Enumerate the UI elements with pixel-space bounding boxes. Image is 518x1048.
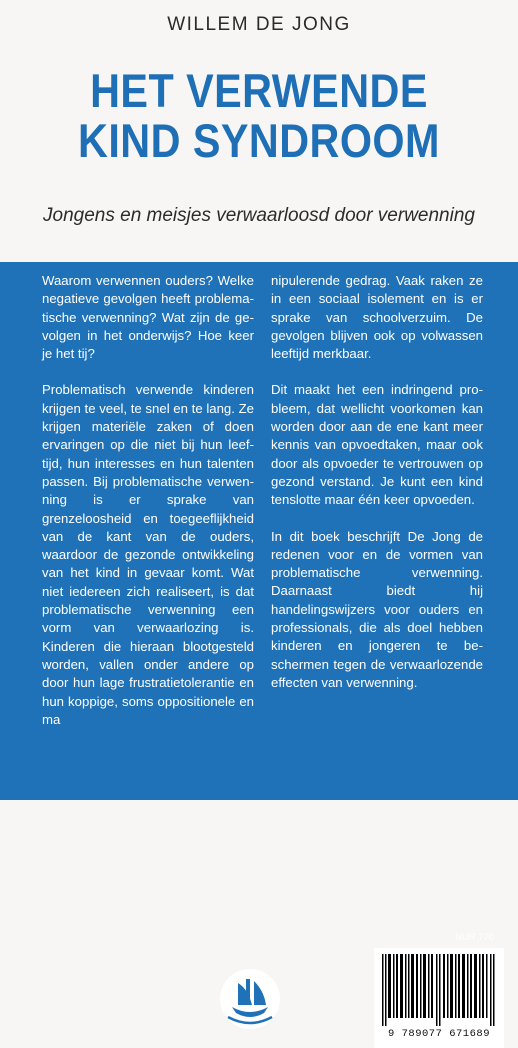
back-cover-panel [0, 262, 518, 1040]
blurb-column-right [271, 272, 483, 710]
blurb-paragraph: Problematisch verwende kinderen krijgen te veel, te snel en te lang. Ze krijgen materiële zaken of doen ervaringen op die niet bij hun leeftijd, hun interesses en hun talenten passen. Bij problematische verwenning is er sprake van grenzeloosheid en toegeeflijkheid van de kant van de ouders, waardoor de gezonde ontwikkeling van het kind in gevaar komt. Wat niet iedereen zich realiseert, is dat problematische verwenning een vorm van verwaarlozing is. Kinderen die hieraan blootgesteld worden, vallen onder andere op door hun lage frustratietolerantie en hun koppige, soms oppositionele en ma [42, 382, 254, 727]
isbn-number: 9 789077 671689 [387, 1028, 490, 1040]
title-line-1: HET VERWENDE [90, 64, 428, 117]
blurb-paragraph: Dit maakt het een indringend probleem, dat wellicht voorkomen kan worden door aan de ene kant meer kennis van opvoedtaken, maar ook door als opvoeder te vertrouwen op gezond verstand. Je kunt een kind tenslotte maar één keer opvoeden. [271, 382, 483, 508]
blurb-paragraph: Waarom verwennen ouders? Welke negatieve gevolgen heeft problematische verwenning? Wat zijn de gevolgen in het onderwijs? Hoe keer je het tij? [42, 273, 254, 362]
blurb-paragraph: In dit boek beschrijft De Jong de redenen voor en de vormen van problematische verwenning. Daarnaast biedt hij handelingswijzers voor ouders en professionals, die als doel hebben kinderen en jongeren te beschermen tegen de verwaarlozende effecten van verwenning. [271, 528, 483, 690]
blurb-column-left [42, 272, 254, 747]
book-subtitle: Jongens en meisjes verwaarloosd door verwenning [43, 205, 475, 226]
blurb-paragraph: nipulerende gedrag. Vaak raken ze in een sociaal isolement en is er sprake van schoolverzuim. De gevolgen blijven ook op volwassen leeftijd merkbaar. [271, 273, 483, 362]
barcode-bars [380, 954, 498, 1026]
title-line-2: KIND SYNDROOM [78, 114, 440, 167]
nur-code: NUR 770 [455, 932, 495, 943]
book-title [31, 66, 487, 166]
publisher-ship-logo-icon [218, 967, 282, 1031]
isbn-barcode [374, 948, 504, 1048]
cover-top [0, 0, 518, 262]
author-name: WILLEM DE JONG [167, 14, 351, 35]
